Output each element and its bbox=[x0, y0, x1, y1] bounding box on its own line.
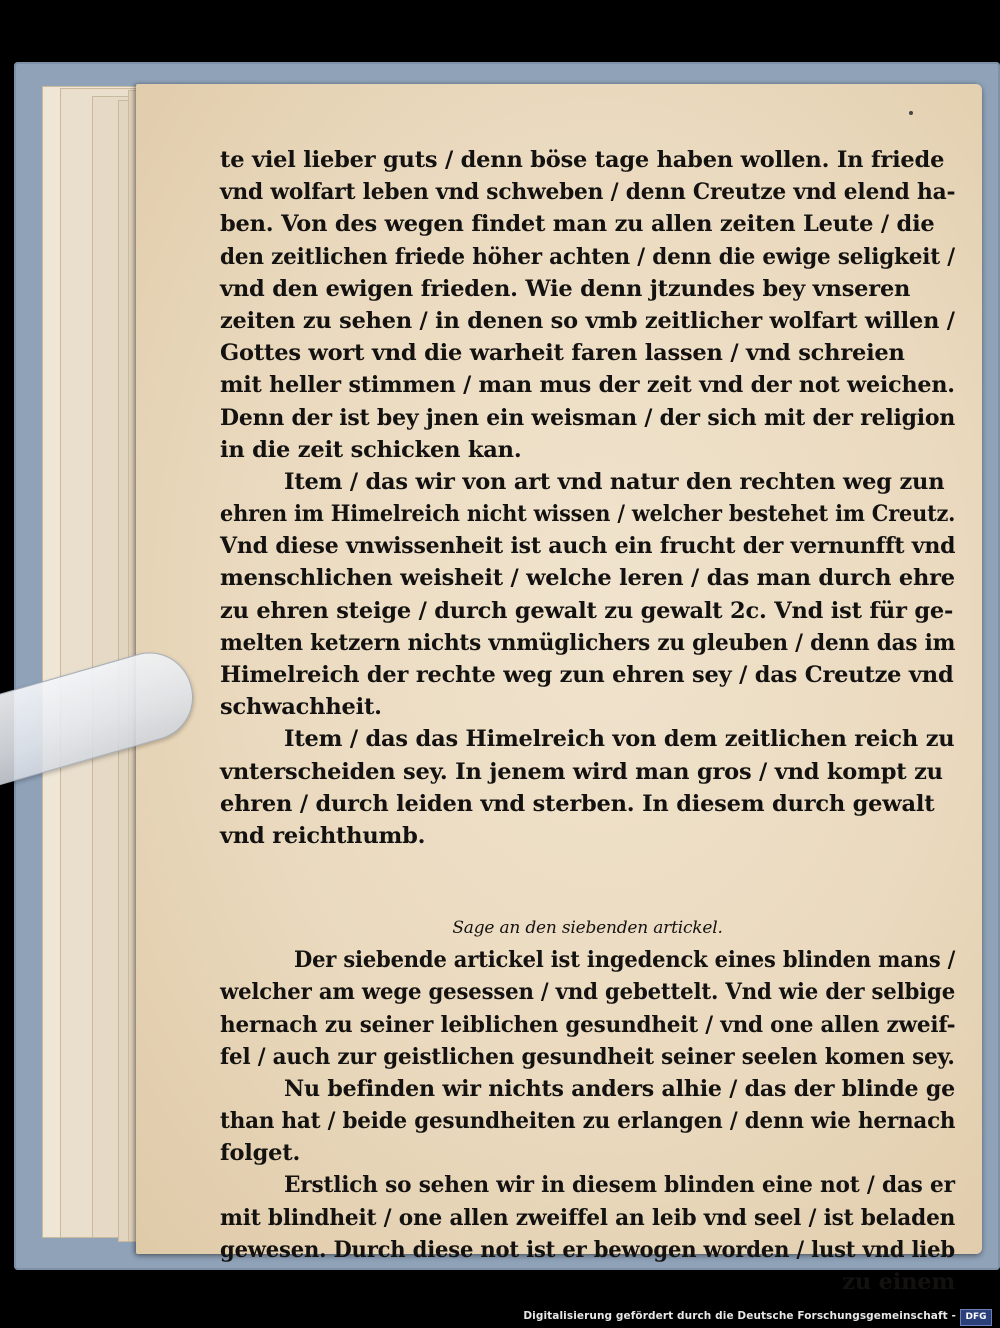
text-line: welcher am wege gesessen / vnd gebettelt. Vnd wie der selbige bbox=[220, 979, 956, 1006]
text-line: vnd reichthumb. bbox=[220, 822, 426, 849]
text-line: vnd den ewigen frieden. Wie denn jtzundes bey vnseren bbox=[220, 275, 911, 302]
text-line: ehren im Himelreich nicht wissen / welcher bestehet im Creutz. bbox=[220, 501, 956, 528]
ink-speck bbox=[909, 111, 913, 115]
text-line: Erstlich so sehen wir in diesem blinden eine not / das er bbox=[284, 1172, 955, 1199]
text-line: Der siebende artickel ist ingedenck eines blinden mans / bbox=[294, 947, 956, 974]
text-line: fel / auch zur geistlichen gesundheit seiner seelen komen sey. bbox=[220, 1043, 955, 1070]
paragraph-item-3 bbox=[220, 723, 955, 852]
text-line: Denn der ist bey jnen ein weisman / der sich mit der religion bbox=[220, 404, 956, 431]
text-line: folget. bbox=[220, 1140, 301, 1167]
text-line: zeiten zu sehen / in denen so vmb zeitlicher wolfart willen / bbox=[220, 307, 955, 334]
paragraph-item-2 bbox=[220, 466, 955, 724]
text-line: den zeitlichen friede höher achten / denn die ewige seligkeit / bbox=[220, 243, 955, 270]
text-line: menschlichen weisheit / welche leren / das man durch ehre bbox=[220, 565, 955, 592]
page-text bbox=[220, 144, 955, 1298]
text-line: ben. Von des wegen findet man zu allen zeiten Leute / die bbox=[220, 211, 935, 238]
paragraph-continuation bbox=[220, 144, 955, 466]
text-line: Item / das das Himelreich von dem zeitlichen reich zu bbox=[284, 726, 955, 753]
text-line: schwachheit. bbox=[220, 694, 382, 721]
text-line: hernach zu seiner leiblichen gesundheit / vnd one allen zweif- bbox=[220, 1011, 956, 1038]
paragraph-seventh-article bbox=[220, 944, 955, 1073]
paragraph-nu-befinden bbox=[220, 1073, 955, 1170]
text-line: Item / das wir von art vnd natur den rechten weg zun bbox=[284, 468, 945, 495]
paragraph-erstlich bbox=[220, 1169, 955, 1266]
text-line: te viel lieber guts / denn böse tage haben wollen. In friede bbox=[220, 147, 945, 173]
funding-credit: Digitalisierung gefördert durch die Deutsche Forschungsgemeinschaft - bbox=[523, 1310, 956, 1322]
text-line: Himelreich der rechte weg zun ehren sey / das Creutze vnd bbox=[220, 662, 954, 688]
text-line: in die zeit schicken kan. bbox=[220, 436, 522, 463]
dfg-logo: DFG bbox=[960, 1309, 992, 1326]
catchword: zu einem bbox=[842, 1269, 955, 1295]
text-line: melten ketzern nichts vnmüglichers zu gleuben / denn das im bbox=[220, 629, 956, 656]
text-line: mit heller stimmen / man mus der zeit vnd der not weichen. bbox=[220, 372, 955, 399]
text-line: Vnd diese vnwissenheit ist auch ein frucht der vernunfft vnd bbox=[220, 533, 956, 560]
text-line: than hat / beide gesundheiten zu erlangen / denn wie hernach bbox=[220, 1108, 956, 1135]
text-line: Nu befinden wir nichts anders alhie / das der blinde ge bbox=[284, 1075, 956, 1102]
text-line: zu ehren steige / durch gewalt zu gewalt 2c. Vnd ist für ge- bbox=[220, 597, 954, 624]
text-line: mit blindheit / one allen zweiffel an leib vnd seel / ist beladen bbox=[220, 1204, 956, 1231]
text-line: Gottes wort vnd die warheit faren lassen / vnd schreien bbox=[220, 340, 905, 367]
text-line: gewesen. Durch diese not ist er bewogen worden / lust vnd lieb bbox=[220, 1236, 955, 1263]
text-line: vnterscheiden sey. In jenem wird man gros / vnd kompt zu bbox=[220, 758, 943, 785]
text-line: ehren / durch leiden vnd sterben. In diesem durch gewalt bbox=[220, 790, 935, 817]
section-heading: Sage an den siebenden artickel. bbox=[452, 918, 723, 939]
text-line: vnd wolfart leben vnd schweben / denn Creutze vnd elend ha- bbox=[220, 179, 956, 206]
spacer bbox=[220, 852, 955, 908]
